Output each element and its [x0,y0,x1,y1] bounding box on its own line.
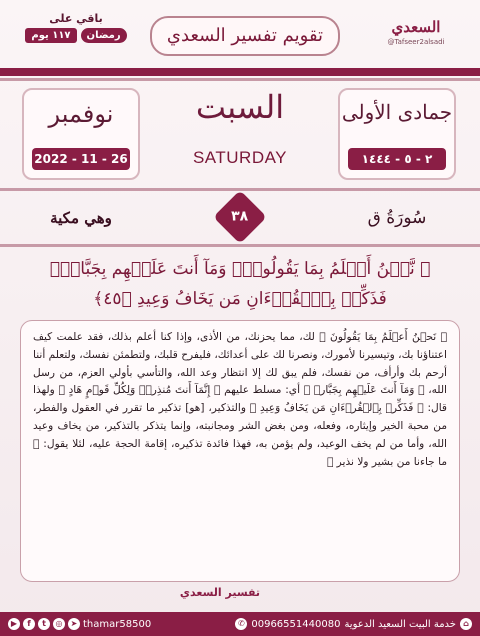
divider-line-3 [0,244,480,247]
twitter-icon[interactable]: t [38,618,50,630]
social-handle[interactable]: thamar58500 [83,618,152,630]
countdown-box [16,28,136,43]
tafsir-paragraph: ﴿ نَحۡنُ أَعۡلَمُ بِمَا يَقُولُونَ ﴾ لك، مما يحزنك، من الأذى، وإذا كنا أعلم بذلك، فقد علمت كيف اعتناؤنا بك، وتيسيرنا لأمورك، ونصرنا لك على أعدائك، فليفرح قلبك، ولتطمئن نفسك، ولتعلم أننا أرحم بك وأرأف، من نفسك، فلم يبق لك إلا انتظار وعد الله، والتأسي بأولي العزم، من رسل الله، ﴿ وَمَآ أَنتَ عَلَيۡهِم بِجَبَّارٖ ﴾ أي: مسلط عليهم ﴿ إِنَّمَآ أَنتَ مُنذِرٞۖ وَلِكُلِّ قَوۡمٍ هَادٍ ﴾ ولهذا قال: ﴿ فَذَكِّرۡ بِٱلۡقُرۡءَانِ مَن يَخَافُ وَعِيدِ ﴾ والتذكير، [هو] تذكير ما تقرر في العقول والفطر، من محبة الخير وإيثاره، وفعله، ومن بغض الشر ومجانبته، وإنما يتذكر بالتذكير، من يخاف وعيد الله، وأما من لم يخف الوعيد، ولم يؤمن به، فهذا فائدة تذكيره، إقامة الحجة عليه، لئلا يقول: ﴿ ما جاءنا من بشير ولا نذير ﴾ [33,331,447,468]
tafsir-source: تفسير السعدي [179,586,261,599]
telegram-icon[interactable]: ➤ [68,618,80,630]
facebook-icon[interactable]: f [23,618,35,630]
hijri-panel [338,88,456,180]
tafsir-box [20,320,460,582]
countdown-month: رمضان [81,28,127,43]
instagram-icon[interactable]: ◎ [53,618,65,630]
ramadan-countdown [16,12,136,58]
house-icon: ⌂ [460,618,472,630]
logo [376,18,456,62]
day-arabic: السبت [195,88,285,126]
countdown-days: ١١٧ يوم [25,28,76,43]
divider-band [0,68,480,76]
app-title: تقويم تفسير السعدي [150,16,340,56]
social-links [8,618,151,630]
surah-name: سُورَةُ ق [367,208,427,228]
phone-number[interactable]: 00966551440080 [251,618,341,630]
youtube-icon[interactable]: ▶ [8,618,20,630]
contact-info [235,618,472,630]
logo-text: السعدي [391,18,441,36]
divider-line [0,78,480,81]
header [0,0,480,68]
divider-line-2 [0,188,480,191]
countdown-label: باقي على [49,12,103,25]
surah-type: وهي مكية [50,209,112,227]
logo-handle: @Tafseer2alsadi [387,38,445,46]
footer [0,612,480,636]
gregorian-month: نوفمبر [48,100,114,128]
hijri-month: جمادى الأولى [341,100,453,124]
surah-number: ٣٨ [231,209,249,225]
ayah-text: ﴿ نَّحۡنُ أَعۡلَمُ بِمَا يَقُولُونَۖ وَمَآ أَنتَ عَلَيۡهِم بِجَبَّارٖۖ فَذَكِّرۡ بِٱلۡقُرۡءَانِ مَن يَخَافُ وَعِيدِ ﴿٤٥﴾ [49,259,431,309]
gregorian-date: 2022 - 11 - 26 [32,148,130,170]
gregorian-panel [22,88,140,180]
surah-number-badge [213,190,267,244]
service-name: خدمة البيت السعيد الدعوية [344,618,456,630]
day-english: SATURDAY [192,148,288,167]
hijri-date: ٢ - ٥ - ١٤٤٤ [348,148,446,170]
whatsapp-icon[interactable]: ✆ [235,618,247,630]
